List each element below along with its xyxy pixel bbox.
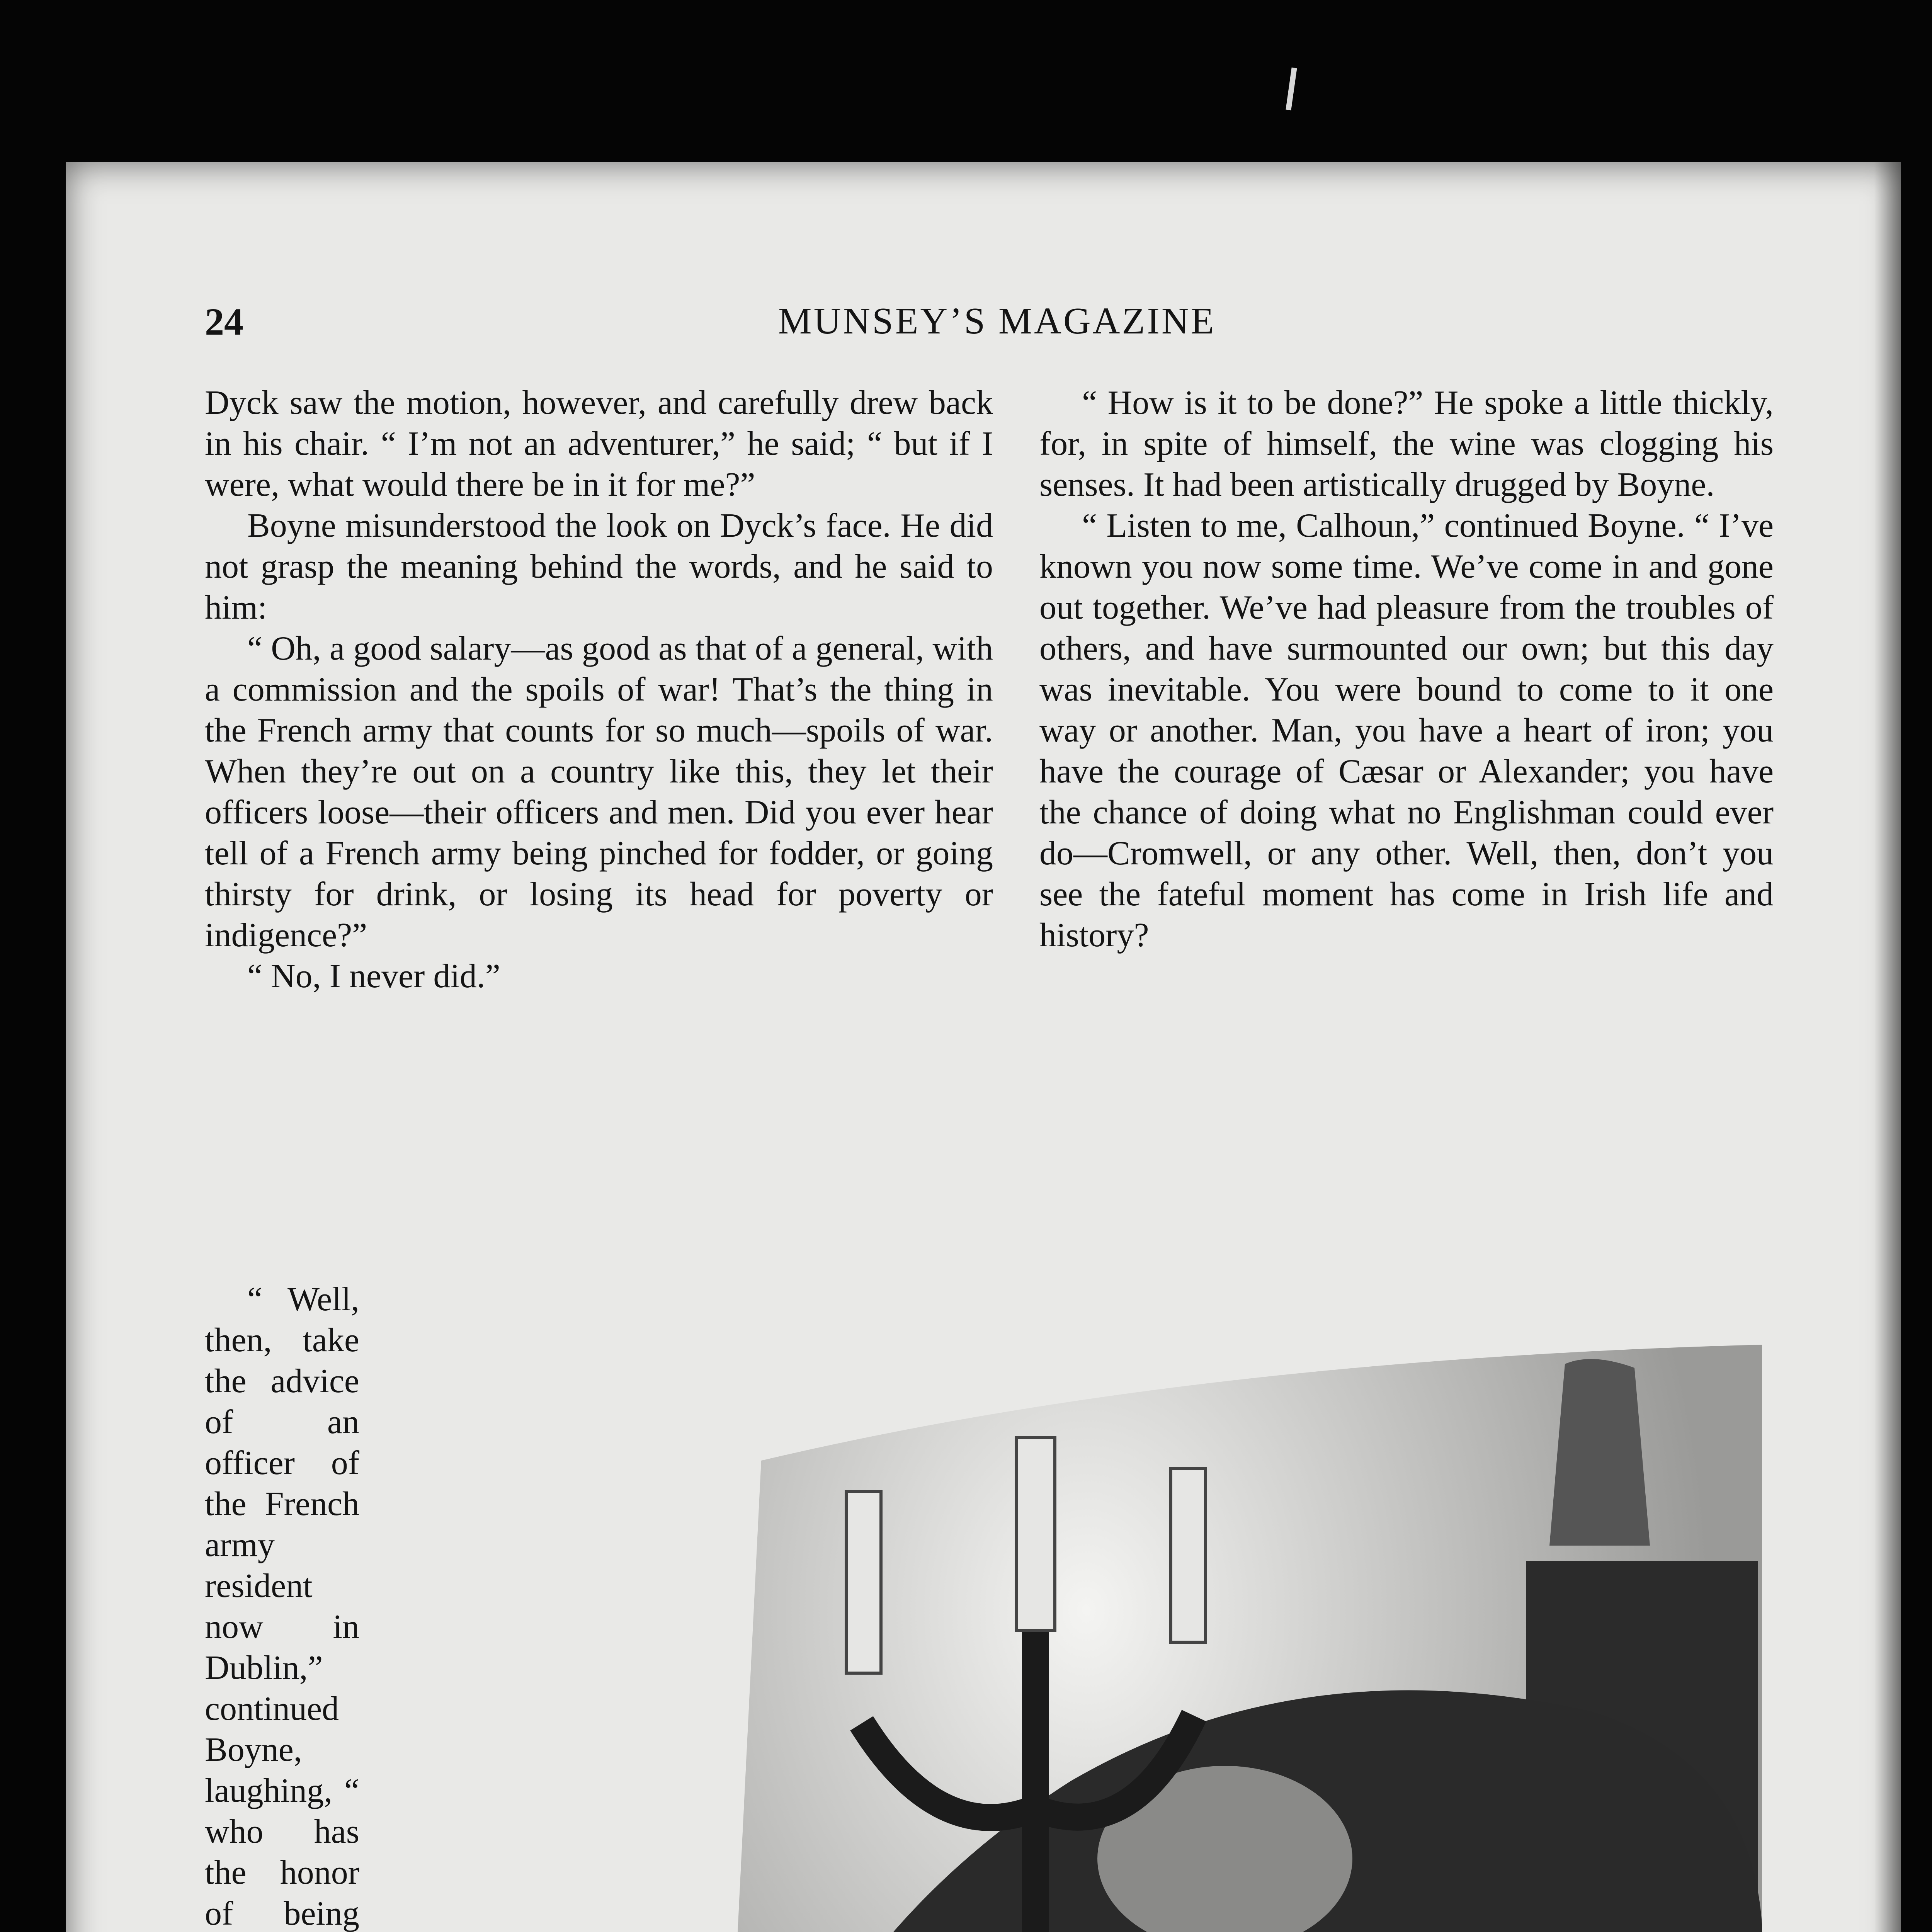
magazine-page [66, 162, 1901, 1932]
paragraph: “ Well, then, take the advice of an officer of the French army resident now in Dublin,” continued Boyne, laughing, “ who has the honor of being [205, 1281, 359, 1932]
gutter-shadow [1874, 162, 1901, 1932]
paragraph: “ Oh, a good salary—as good as that of a general, with a commission and the spoils of war! That’s the thing in the French army that counts for so much—spoils of war. When they’re out on a country like this, they let their officers loose—their officers and men. Did you ever hear tell of a French army being pinched for fodder, or going thirsty for drink, or losing its head for poverty or indigence?” [205, 630, 993, 954]
paragraph: Boyne misunderstood the look on Dyck’s face. He did not grasp the meaning behind the words, and he said to him: [205, 507, 993, 626]
right-column [1039, 383, 1774, 956]
paragraph: “ No, I never did.” [247, 957, 500, 995]
paragraph: Dyck saw the motion, however, and carefully drew back in his chair. “ I’m not an adventurer,” he said; “ but if I were, what would there be in it for me?” [205, 384, 993, 503]
paragraph: “ Listen to me, Calhoun,” continued Boyne. “ I’ve known you now some time. We’ve come in and gone out together. We’ve had pleasure from the troubles of others, and have surmounted our own; but this day was inevitable. You were bound to come to it one way or another. Man, you have a heart of iron; you have the courage of Cæsar or Alexander; you have the chance of doing what no Englishman could ever do—Cromwell, or any other. Well, then, don’t you see the fateful moment has come in Irish life and history? [1039, 507, 1774, 954]
illustration [645, 1345, 1766, 1932]
left-column [205, 383, 993, 997]
candle [846, 1492, 881, 1673]
candle [1016, 1437, 1055, 1631]
paragraph: “ How is it to be done?” He spoke a little thickly, for, in spite of himself, the wine was clogging his senses. It had been artistically drugged by Boyne. [1039, 384, 1774, 503]
page-number: 24 [205, 300, 243, 343]
running-head [205, 299, 1789, 354]
candle [1171, 1468, 1206, 1642]
pitcher [1549, 1359, 1650, 1546]
scan-mark [1286, 68, 1297, 111]
illustration-drawing [645, 1345, 1766, 1932]
magazine-title: MUNSEY’S MAGAZINE [778, 300, 1216, 342]
